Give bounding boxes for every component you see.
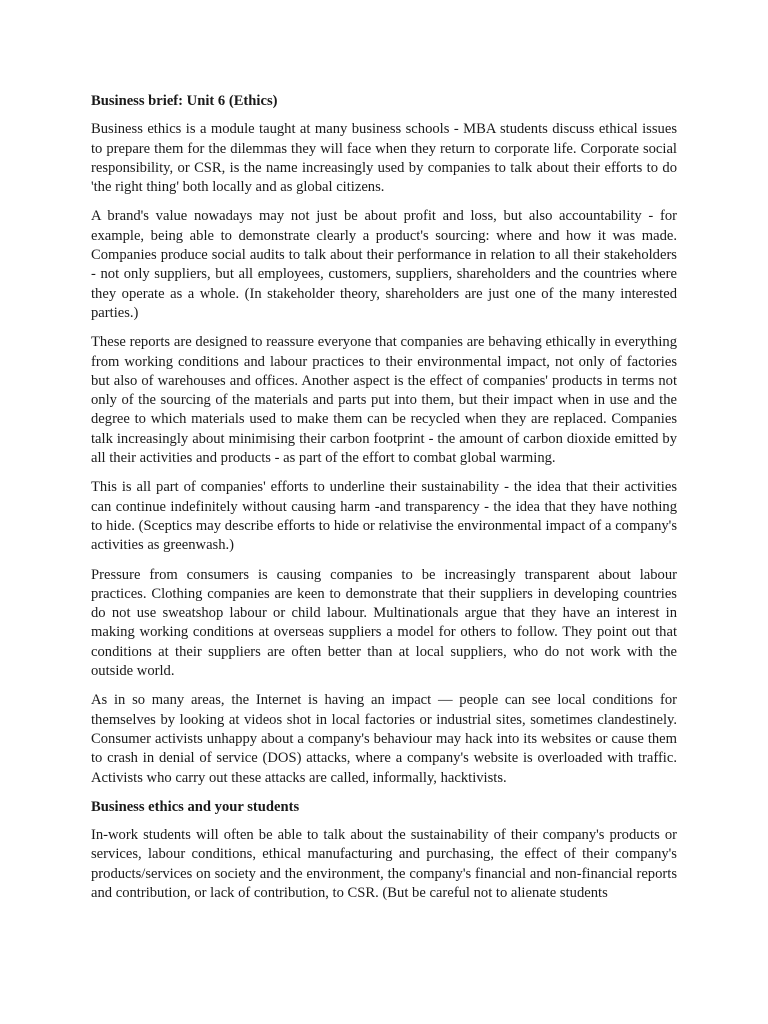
paragraph: These reports are designed to reassure everyone that companies are behaving ethically in everything from working conditions and labour practices to their environmental impact, not only of factories but also of warehouses and offices. Another aspect is the effect of companies' products in terms not only of the sourcing of the materials and parts put into them, but their impact when in use and the degree to which materials used to make them can be recycled when they are replaced. Companies talk increasingly about minimising their carbon footprint - the amount of carbon dioxide emitted by all their activities and products - as part of the effort to combat global warming. bbox=[91, 334, 677, 467]
paragraph: Business ethics is a module taught at many business schools - MBA students discuss ethical issues to prepare them for the dilemmas they will face when they return to corporate life. Corporate social responsibility, or CSR, is the name increasingly used by companies to talk about their efforts to do 'the right thing' both locally and as global citizens. bbox=[91, 121, 677, 196]
paragraph: A brand's value nowadays may not just be about profit and loss, but also accountability - for example, being able to demonstrate clearly a product's sourcing: where and how it was made. Companies produce social audits to talk about their performance in relation to all their stakeholders - not only suppliers, but all employees, customers, suppliers, shareholders and the countries where they operate as a whole. (In stakeholder theory, shareholders are just one of the many interested parties.) bbox=[91, 208, 677, 321]
section-heading: Business ethics and your students bbox=[91, 798, 300, 815]
paragraph: This is all part of companies' efforts to underline their sustainability - the idea that their activities can continue indefinitely without causing harm -and transparency - the idea that they have nothing to hide. (Sceptics may describe efforts to hide or relativise the environmental impact of a company's activities as greenwash.) bbox=[91, 479, 677, 554]
document-title: Business brief: Unit 6 (Ethics) bbox=[91, 93, 278, 109]
document-body bbox=[91, 92, 677, 913]
paragraph: In-work students will often be able to talk about the sustainability of their company's products or services, labour conditions, ethical manufacturing and purchasing, the effect of their company's products/services on society and the environment, the company's financial and non-financial reports and contribution, or lack of contribution, to CSR. (But be careful not to alienate students bbox=[91, 827, 677, 901]
paragraph: As in so many areas, the Internet is having an impact — people can see local conditions for themselves by looking at videos shot in local factories or industrial sites, sometimes clandestinely. Consumer activists unhappy about a company's behaviour may hack into its websites or cause them to crash in denial of service (DOS) attacks, where a company's website is overloaded with traffic. Activists who carry out these attacks are called, informally, hacktivists. bbox=[91, 692, 677, 786]
paragraph: Pressure from consumers is causing companies to be increasingly transparent about labour practices. Clothing companies are keen to demonstrate that their suppliers in developing countries do not use sweatshop labour or child labour. Multinationals argue that they have an interest in making working conditions at overseas suppliers a model for others to follow. They point out that conditions at their suppliers are often better than at local suppliers, who do not work with the outside world. bbox=[91, 566, 677, 680]
